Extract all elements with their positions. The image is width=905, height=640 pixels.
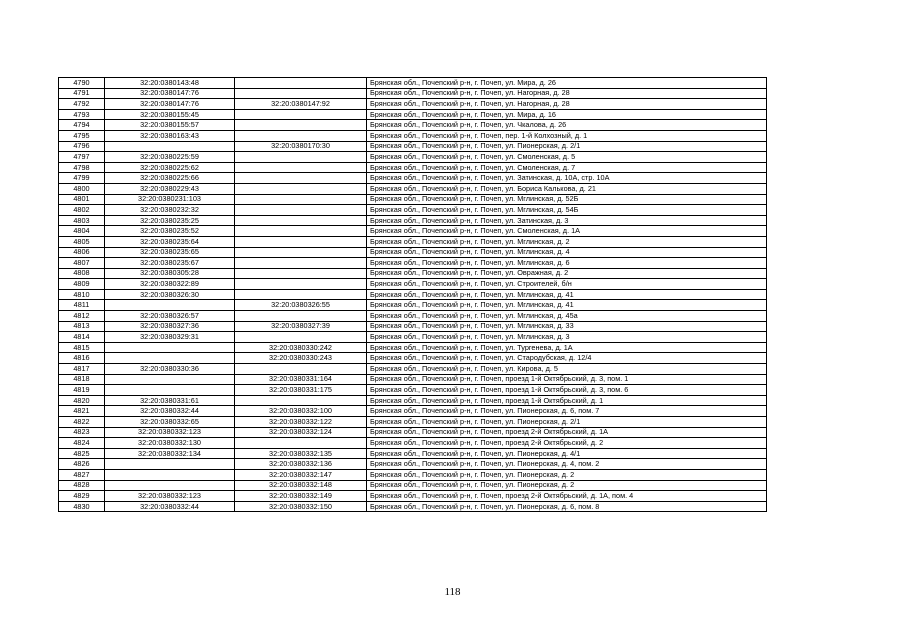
cadastral-number-cell: 32:20:0380163:43 xyxy=(105,130,235,141)
parent-cadastral-number-cell xyxy=(235,194,367,205)
address-cell: Брянская обл., Почепский р-н, г. Почеп, проезд 1-й Октябрьский, д. 3, пом. 1 xyxy=(367,374,767,385)
table-row xyxy=(59,311,767,322)
table-row xyxy=(59,99,767,110)
parent-cadastral-number-cell xyxy=(235,173,367,184)
address-cell: Брянская обл., Почепский р-н, г. Почеп, ул. Пионерская, д. 6, пом. 7 xyxy=(367,406,767,417)
row-number-cell: 4819 xyxy=(59,385,105,396)
row-number-cell: 4805 xyxy=(59,236,105,247)
table-row xyxy=(59,247,767,258)
table-row xyxy=(59,130,767,141)
table-row xyxy=(59,353,767,364)
row-number-cell: 4811 xyxy=(59,300,105,311)
table-row xyxy=(59,226,767,237)
row-number-cell: 4799 xyxy=(59,173,105,184)
table-row xyxy=(59,268,767,279)
row-number-cell: 4790 xyxy=(59,78,105,89)
cadastral-number-cell xyxy=(105,353,235,364)
parent-cadastral-number-cell xyxy=(235,438,367,449)
address-cell: Брянская обл., Почепский р-н, г. Почеп, ул. Кирова, д. 5 xyxy=(367,364,767,375)
parent-cadastral-number-cell xyxy=(235,109,367,120)
row-number-cell: 4817 xyxy=(59,364,105,375)
cadastral-number-cell: 32:20:0380332:134 xyxy=(105,448,235,459)
table-row xyxy=(59,395,767,406)
table-row xyxy=(59,374,767,385)
parent-cadastral-number-cell xyxy=(235,258,367,269)
table-row xyxy=(59,120,767,131)
cadastral-number-cell: 32:20:0380225:59 xyxy=(105,152,235,163)
cadastral-number-cell: 32:20:0380225:66 xyxy=(105,173,235,184)
table-row xyxy=(59,162,767,173)
row-number-cell: 4827 xyxy=(59,469,105,480)
row-number-cell: 4801 xyxy=(59,194,105,205)
row-number-cell: 4821 xyxy=(59,406,105,417)
property-registry-table xyxy=(58,77,767,512)
address-cell: Брянская обл., Почепский р-н, г. Почеп, проезд 2-й Октябрьский, д. 1А, пом. 4 xyxy=(367,491,767,502)
address-cell: Брянская обл., Почепский р-н, г. Почеп, ул. Пионерская, д. 2 xyxy=(367,469,767,480)
address-cell: Брянская обл., Почепский р-н, г. Почеп, ул. Тургенева, д. 1А xyxy=(367,342,767,353)
row-number-cell: 4814 xyxy=(59,332,105,343)
cadastral-number-cell: 32:20:0380326:30 xyxy=(105,289,235,300)
parent-cadastral-number-cell: 32:20:0380332:150 xyxy=(235,501,367,512)
parent-cadastral-number-cell xyxy=(235,332,367,343)
address-cell: Брянская обл., Почепский р-н, г. Почеп, ул. Пионерская, д. 2 xyxy=(367,480,767,491)
parent-cadastral-number-cell: 32:20:0380332:100 xyxy=(235,406,367,417)
row-number-cell: 4807 xyxy=(59,258,105,269)
table-row xyxy=(59,215,767,226)
address-cell: Брянская обл., Почепский р-н, г. Почеп, ул. Бориса Калькова, д. 21 xyxy=(367,183,767,194)
row-number-cell: 4809 xyxy=(59,279,105,290)
address-cell: Брянская обл., Почепский р-н, г. Почеп, ул. Мглинская, д. 3 xyxy=(367,332,767,343)
address-cell: Брянская обл., Почепский р-н, г. Почеп, ул. Пионерская, д. 2/1 xyxy=(367,141,767,152)
address-cell: Брянская обл., Почепский р-н, г. Почеп, ул. Пионерская, д. 2/1 xyxy=(367,417,767,428)
cadastral-number-cell: 32:20:0380330:36 xyxy=(105,364,235,375)
row-number-cell: 4803 xyxy=(59,215,105,226)
parent-cadastral-number-cell xyxy=(235,279,367,290)
cadastral-number-cell: 32:20:0380305:28 xyxy=(105,268,235,279)
address-cell: Брянская обл., Почепский р-н, г. Почеп, ул. Затинская, д. 10А, стр. 10А xyxy=(367,173,767,184)
address-cell: Брянская обл., Почепский р-н, г. Почеп, ул. Строителей, б/н xyxy=(367,279,767,290)
table-row xyxy=(59,88,767,99)
parent-cadastral-number-cell: 32:20:0380147:92 xyxy=(235,99,367,110)
address-cell: Брянская обл., Почепский р-н, г. Почеп, ул. Нагорная, д. 28 xyxy=(367,88,767,99)
table-row xyxy=(59,342,767,353)
cadastral-number-cell: 32:20:0380329:31 xyxy=(105,332,235,343)
parent-cadastral-number-cell xyxy=(235,289,367,300)
address-cell: Брянская обл., Почепский р-н, г. Почеп, ул. Смоленская, д. 7 xyxy=(367,162,767,173)
address-cell: Брянская обл., Почепский р-н, г. Почеп, проезд 1-й Октябрьский, д. 1 xyxy=(367,395,767,406)
cadastral-number-cell: 32:20:0380225:62 xyxy=(105,162,235,173)
table-row xyxy=(59,364,767,375)
cadastral-number-cell xyxy=(105,469,235,480)
row-number-cell: 4806 xyxy=(59,247,105,258)
table-row xyxy=(59,152,767,163)
address-cell: Брянская обл., Почепский р-н, г. Почеп, проезд 2-й Октябрьский, д. 2 xyxy=(367,438,767,449)
parent-cadastral-number-cell: 32:20:0380330:243 xyxy=(235,353,367,364)
table-row xyxy=(59,109,767,120)
parent-cadastral-number-cell: 32:20:0380170:30 xyxy=(235,141,367,152)
cadastral-number-cell: 32:20:0380155:45 xyxy=(105,109,235,120)
address-cell: Брянская обл., Почепский р-н, г. Почеп, ул. Мглинская, д. 2 xyxy=(367,236,767,247)
table-row xyxy=(59,173,767,184)
cadastral-number-cell: 32:20:0380332:123 xyxy=(105,427,235,438)
cadastral-number-cell: 32:20:0380235:67 xyxy=(105,258,235,269)
parent-cadastral-number-cell xyxy=(235,78,367,89)
row-number-cell: 4797 xyxy=(59,152,105,163)
row-number-cell: 4823 xyxy=(59,427,105,438)
address-cell: Брянская обл., Почепский р-н, г. Почеп, ул. Мглинская, д. 41 xyxy=(367,300,767,311)
row-number-cell: 4822 xyxy=(59,417,105,428)
table-row xyxy=(59,427,767,438)
cadastral-number-cell: 32:20:0380331:61 xyxy=(105,395,235,406)
cadastral-number-cell: 32:20:0380332:44 xyxy=(105,406,235,417)
parent-cadastral-number-cell xyxy=(235,205,367,216)
table-row xyxy=(59,501,767,512)
cadastral-number-cell: 32:20:0380229:43 xyxy=(105,183,235,194)
parent-cadastral-number-cell xyxy=(235,247,367,258)
parent-cadastral-number-cell xyxy=(235,311,367,322)
address-cell: Брянская обл., Почепский р-н, г. Почеп, ул. Пионерская, д. 6, пом. 8 xyxy=(367,501,767,512)
parent-cadastral-number-cell: 32:20:0380332:148 xyxy=(235,480,367,491)
table-row xyxy=(59,194,767,205)
address-cell: Брянская обл., Почепский р-н, г. Почеп, ул. Мглинская, д. 6 xyxy=(367,258,767,269)
cadastral-number-cell xyxy=(105,141,235,152)
parent-cadastral-number-cell xyxy=(235,395,367,406)
row-number-cell: 4802 xyxy=(59,205,105,216)
row-number-cell: 4828 xyxy=(59,480,105,491)
table-row xyxy=(59,448,767,459)
cadastral-number-cell xyxy=(105,342,235,353)
table-row xyxy=(59,385,767,396)
parent-cadastral-number-cell xyxy=(235,162,367,173)
row-number-cell: 4813 xyxy=(59,321,105,332)
parent-cadastral-number-cell xyxy=(235,268,367,279)
cadastral-number-cell: 32:20:0380332:130 xyxy=(105,438,235,449)
parent-cadastral-number-cell: 32:20:0380327:39 xyxy=(235,321,367,332)
cadastral-number-cell xyxy=(105,480,235,491)
row-number-cell: 4815 xyxy=(59,342,105,353)
table-row xyxy=(59,78,767,89)
table-row xyxy=(59,491,767,502)
address-cell: Брянская обл., Почепский р-н, г. Почеп, проезд 1-й Октябрьский, д. 3, пом. 6 xyxy=(367,385,767,396)
cadastral-number-cell xyxy=(105,459,235,470)
table-row xyxy=(59,417,767,428)
address-cell: Брянская обл., Почепский р-н, г. Почеп, ул. Смоленская, д. 5 xyxy=(367,152,767,163)
address-cell: Брянская обл., Почепский р-н, г. Почеп, ул. Затинская, д. 3 xyxy=(367,215,767,226)
row-number-cell: 4826 xyxy=(59,459,105,470)
cadastral-number-cell: 32:20:0380332:44 xyxy=(105,501,235,512)
cadastral-number-cell: 32:20:0380147:76 xyxy=(105,88,235,99)
row-number-cell: 4798 xyxy=(59,162,105,173)
parent-cadastral-number-cell xyxy=(235,364,367,375)
row-number-cell: 4792 xyxy=(59,99,105,110)
parent-cadastral-number-cell: 32:20:0380332:135 xyxy=(235,448,367,459)
parent-cadastral-number-cell xyxy=(235,226,367,237)
address-cell: Брянская обл., Почепский р-н, г. Почеп, ул. Пионерская, д. 4/1 xyxy=(367,448,767,459)
row-number-cell: 4824 xyxy=(59,438,105,449)
row-number-cell: 4829 xyxy=(59,491,105,502)
address-cell: Брянская обл., Почепский р-н, г. Почеп, проезд 2-й Октябрьский, д. 1А xyxy=(367,427,767,438)
table-row xyxy=(59,438,767,449)
cadastral-number-cell: 32:20:0380235:65 xyxy=(105,247,235,258)
row-number-cell: 4830 xyxy=(59,501,105,512)
address-cell: Брянская обл., Почепский р-н, г. Почеп, ул. Мглинская, д. 54Б xyxy=(367,205,767,216)
row-number-cell: 4820 xyxy=(59,395,105,406)
row-number-cell: 4818 xyxy=(59,374,105,385)
row-number-cell: 4804 xyxy=(59,226,105,237)
address-cell: Брянская обл., Почепский р-н, г. Почеп, пер. 1-й Колхозный, д. 1 xyxy=(367,130,767,141)
address-cell: Брянская обл., Почепский р-н, г. Почеп, ул. Чкалова, д. 26 xyxy=(367,120,767,131)
cadastral-number-cell: 32:20:0380235:64 xyxy=(105,236,235,247)
address-cell: Брянская обл., Почепский р-н, г. Почеп, ул. Мглинская, д. 4 xyxy=(367,247,767,258)
row-number-cell: 4810 xyxy=(59,289,105,300)
cadastral-number-cell xyxy=(105,374,235,385)
cadastral-number-cell: 32:20:0380147:76 xyxy=(105,99,235,110)
table-row xyxy=(59,183,767,194)
address-cell: Брянская обл., Почепский р-н, г. Почеп, ул. Смоленская, д. 1А xyxy=(367,226,767,237)
cadastral-number-cell xyxy=(105,300,235,311)
table-body xyxy=(59,78,767,512)
parent-cadastral-number-cell: 32:20:0380332:147 xyxy=(235,469,367,480)
cadastral-number-cell: 32:20:0380143:48 xyxy=(105,78,235,89)
cadastral-number-cell: 32:20:0380235:25 xyxy=(105,215,235,226)
cadastral-number-cell: 32:20:0380326:57 xyxy=(105,311,235,322)
parent-cadastral-number-cell: 32:20:0380332:124 xyxy=(235,427,367,438)
parent-cadastral-number-cell: 32:20:0380332:149 xyxy=(235,491,367,502)
address-cell: Брянская обл., Почепский р-н, г. Почеп, ул. Мглинская, д. 52Б xyxy=(367,194,767,205)
parent-cadastral-number-cell xyxy=(235,215,367,226)
cadastral-number-cell xyxy=(105,385,235,396)
table-row xyxy=(59,279,767,290)
cadastral-number-cell: 32:20:0380155:57 xyxy=(105,120,235,131)
address-cell: Брянская обл., Почепский р-н, г. Почеп, ул. Стародубская, д. 12/4 xyxy=(367,353,767,364)
row-number-cell: 4794 xyxy=(59,120,105,131)
row-number-cell: 4793 xyxy=(59,109,105,120)
row-number-cell: 4812 xyxy=(59,311,105,322)
address-cell: Брянская обл., Почепский р-н, г. Почеп, ул. Мира, д. 16 xyxy=(367,109,767,120)
address-cell: Брянская обл., Почепский р-н, г. Почеп, ул. Пионерская, д. 4, пом. 2 xyxy=(367,459,767,470)
row-number-cell: 4795 xyxy=(59,130,105,141)
row-number-cell: 4808 xyxy=(59,268,105,279)
row-number-cell: 4825 xyxy=(59,448,105,459)
parent-cadastral-number-cell: 32:20:0380326:55 xyxy=(235,300,367,311)
parent-cadastral-number-cell: 32:20:0380332:136 xyxy=(235,459,367,470)
cadastral-number-cell: 32:20:0380232:32 xyxy=(105,205,235,216)
parent-cadastral-number-cell xyxy=(235,152,367,163)
address-cell: Брянская обл., Почепский р-н, г. Почеп, ул. Мглинская, д. 41 xyxy=(367,289,767,300)
row-number-cell: 4800 xyxy=(59,183,105,194)
table-row xyxy=(59,236,767,247)
cadastral-number-cell: 32:20:0380235:52 xyxy=(105,226,235,237)
parent-cadastral-number-cell: 32:20:0380331:175 xyxy=(235,385,367,396)
row-number-cell: 4796 xyxy=(59,141,105,152)
table-row xyxy=(59,141,767,152)
address-cell: Брянская обл., Почепский р-н, г. Почеп, ул. Овражная, д. 2 xyxy=(367,268,767,279)
table-row xyxy=(59,469,767,480)
cadastral-number-cell: 32:20:0380322:89 xyxy=(105,279,235,290)
cadastral-number-cell: 32:20:0380231:103 xyxy=(105,194,235,205)
parent-cadastral-number-cell xyxy=(235,120,367,131)
parent-cadastral-number-cell: 32:20:0380330:242 xyxy=(235,342,367,353)
row-number-cell: 4816 xyxy=(59,353,105,364)
cadastral-number-cell: 32:20:0380327:36 xyxy=(105,321,235,332)
address-cell: Брянская обл., Почепский р-н, г. Почеп, ул. Нагорная, д. 28 xyxy=(367,99,767,110)
parent-cadastral-number-cell xyxy=(235,236,367,247)
parent-cadastral-number-cell xyxy=(235,88,367,99)
row-number-cell: 4791 xyxy=(59,88,105,99)
table-row xyxy=(59,406,767,417)
table-row xyxy=(59,332,767,343)
page-number: 118 xyxy=(444,586,461,598)
parent-cadastral-number-cell: 32:20:0380332:122 xyxy=(235,417,367,428)
table-row xyxy=(59,205,767,216)
table-row xyxy=(59,480,767,491)
table-row xyxy=(59,258,767,269)
table-row xyxy=(59,321,767,332)
table-row xyxy=(59,300,767,311)
address-cell: Брянская обл., Почепский р-н, г. Почеп, ул. Мглинская, д. 33 xyxy=(367,321,767,332)
address-cell: Брянская обл., Почепский р-н, г. Почеп, ул. Мира, д. 26 xyxy=(367,78,767,89)
table-row xyxy=(59,289,767,300)
cadastral-number-cell: 32:20:0380332:65 xyxy=(105,417,235,428)
address-cell: Брянская обл., Почепский р-н, г. Почеп, ул. Мглинская, д. 45а xyxy=(367,311,767,322)
cadastral-number-cell: 32:20:0380332:123 xyxy=(105,491,235,502)
parent-cadastral-number-cell xyxy=(235,130,367,141)
parent-cadastral-number-cell xyxy=(235,183,367,194)
parent-cadastral-number-cell: 32:20:0380331:164 xyxy=(235,374,367,385)
table-row xyxy=(59,459,767,470)
